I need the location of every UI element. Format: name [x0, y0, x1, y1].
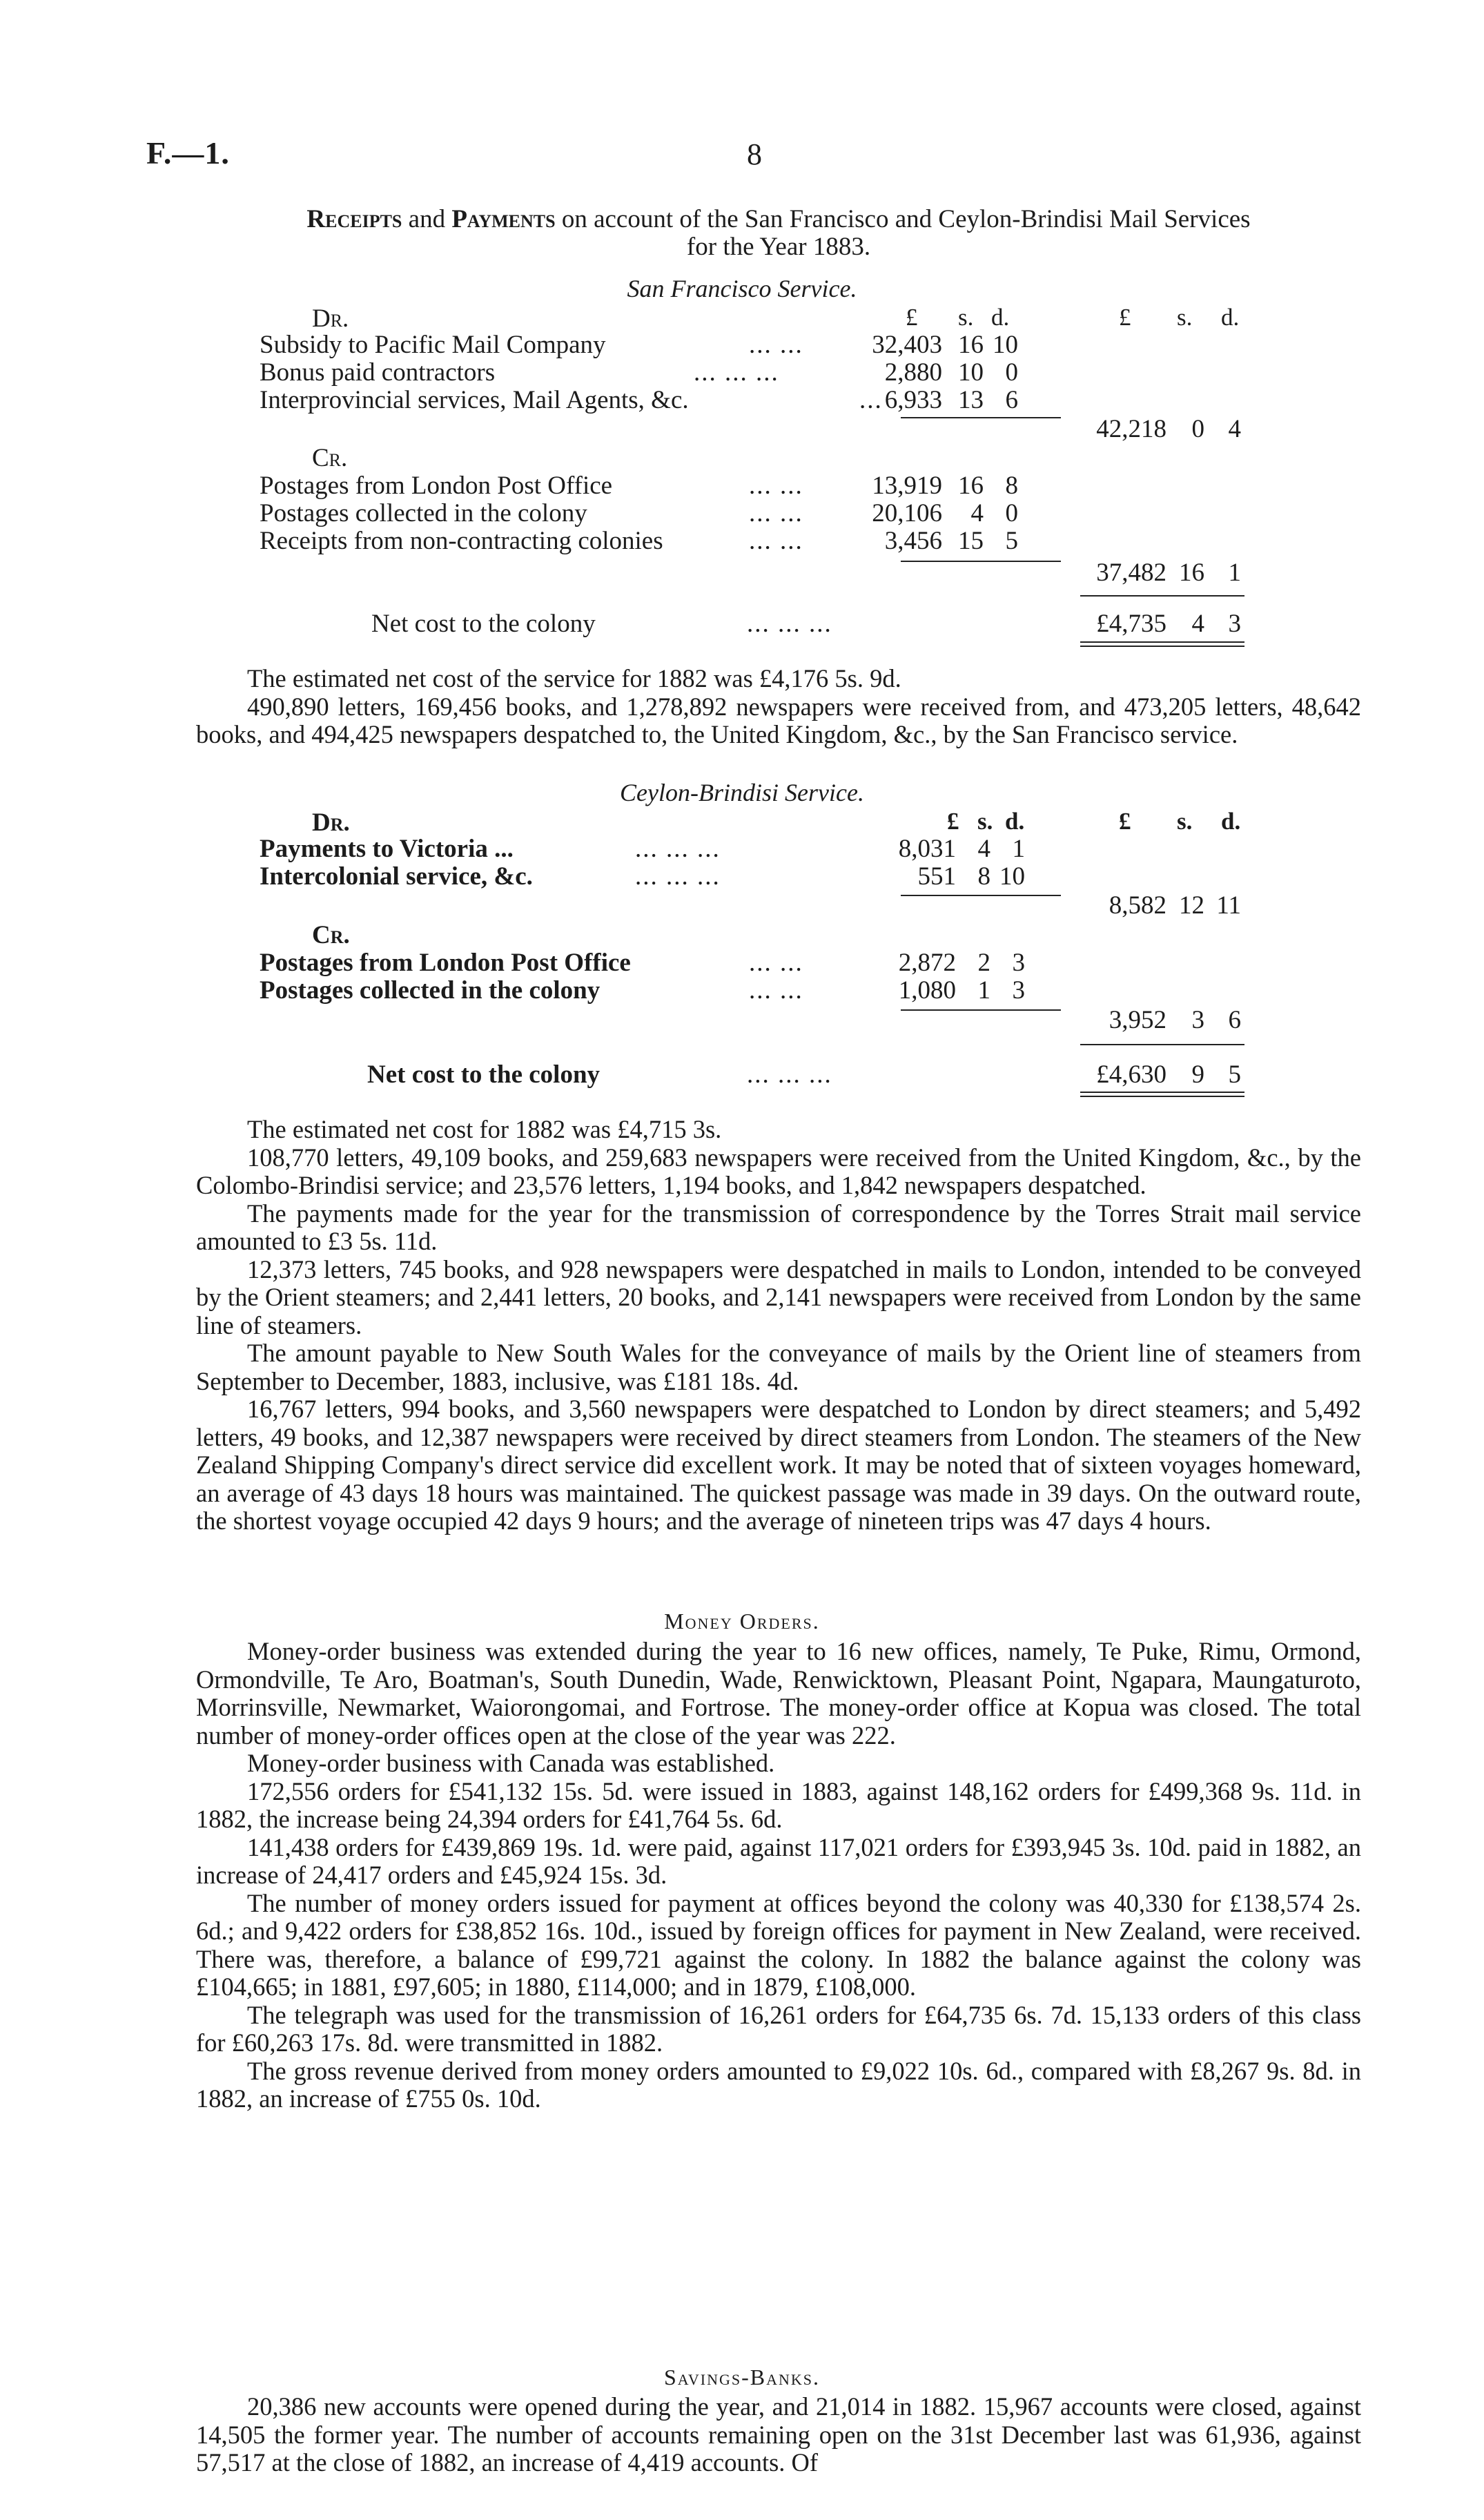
sf-debit-shillings: 10: [958, 358, 984, 387]
sf-net-top-rule: [1080, 595, 1244, 597]
ceylon-debit-shillings: 4: [977, 835, 990, 863]
sf-debit-shillings: 16: [958, 331, 984, 359]
money-orders-paragraph: The telegraph was used for the transmission of 16,261 orders for £64,735 6s. 7d. 15,133 orders of this class for £60,263 17s. 8d. were transmitted in 1882.: [196, 2000, 1361, 2057]
ceylon-credit-subtotal-rule: [901, 1009, 1061, 1011]
sf-credit-pence: 0: [1005, 499, 1018, 527]
sf-credit-label: Postages collected in the colony: [260, 499, 587, 527]
sf-col-pound-2: £: [1119, 304, 1131, 331]
savings-banks-paragraph: 20,386 new accounts were opened during the year, and 21,014 in 1882. 15,967 accounts were closed, against 14,505 the former year. The number of accounts remaining open on the 31st December last was 61,936, against 57,517 at the close of 1882, an increase of 4,419 accounts. Of: [196, 2392, 1361, 2477]
ceylon-col-pence: d.: [1005, 808, 1025, 835]
sf-debit-total-pounds: 42,218: [1096, 415, 1166, 443]
ceylon-note: 16,767 letters, 994 books, and 3,560 newspapers were despatched to London by direct steamers; and 5,492 letters, 49 books, and 12,387 newspapers were received by direct steamers from London. The steamers of the New Zealand Shipping Company's direct service did excellent work. It may be noted that of sixteen voyages homeward, an average of 43 days 18 hours was maintained. The quickest passage was made in 39 days. On the outward route, the shortest voyage occupied 42 days 9 hours; and the average of nineteen trips was 47 days 4 hours.: [196, 1395, 1361, 1535]
sf-credit-pence: 5: [1005, 527, 1018, 555]
sf-credit-shillings: 16: [958, 472, 984, 500]
sf-net-pence: 3: [1228, 610, 1241, 638]
ceylon-note: The amount payable to New South Wales for the conveyance of mails by the Orient line of steamers from September to December, 1883, inclusive, was £181 18s. 4d.: [196, 1339, 1361, 1395]
ceylon-debit-pence: 10: [999, 862, 1025, 891]
ceylon-debit-total-pence: 11: [1216, 891, 1241, 920]
sf-col-pence-2: d.: [1221, 304, 1240, 331]
ceylon-col-pence-2: d.: [1221, 808, 1241, 835]
ceylon-credit-pence: 3: [1012, 949, 1025, 977]
sf-credit-subtotal-rule: [901, 561, 1061, 562]
ceylon-credit-label: Postages collected in the colony: [260, 976, 601, 1005]
sf-debit-subtotal-rule: [901, 417, 1061, 418]
ceylon-credit-shillings: 1: [977, 976, 990, 1005]
sf-credit-shillings: 4: [970, 499, 984, 527]
title-payments: Payments: [451, 205, 556, 233]
ceylon-credit-total-pounds: 3,952: [1109, 1006, 1166, 1034]
sf-credit-total-shillings: 16: [1179, 559, 1204, 587]
sf-credit-dots: ... ...: [749, 472, 803, 500]
ceylon-credit-pence: 3: [1012, 976, 1025, 1005]
sf-credit-label: Receipts from non-contracting colonies: [260, 527, 663, 555]
sf-col-shilling: s.: [958, 304, 974, 331]
ceylon-col-pound-2: £: [1119, 808, 1131, 835]
sf-debit-pence: 6: [1005, 386, 1018, 414]
sf-debit-pounds: 32,403: [872, 331, 942, 359]
sf-credit-pounds: 13,919: [872, 472, 942, 500]
ceylon-notes: [196, 1116, 1361, 1535]
sf-col-shilling-2: s.: [1177, 304, 1193, 331]
ceylon-col-pound: £: [947, 808, 959, 835]
section-reference: F.—1.: [146, 135, 230, 171]
sf-net-pounds: £4,735: [1096, 610, 1166, 638]
ceylon-debit-dots: ... ... ...: [635, 835, 721, 863]
ceylon-credit-total-shillings: 3: [1191, 1006, 1204, 1034]
ceylon-debit-shillings: 8: [977, 862, 990, 891]
ceylon-debit-label: Intercolonial service, &c.: [260, 862, 533, 891]
ceylon-net-top-rule: [1080, 1044, 1244, 1045]
ceylon-net-dots: ... ... ...: [747, 1060, 832, 1089]
ceylon-col-shilling: s.: [977, 808, 993, 835]
title-and: and: [402, 205, 452, 233]
ceylon-debit-dots: ... ... ...: [635, 862, 721, 891]
sf-credit-pounds: 3,456: [884, 527, 942, 555]
money-orders-paragraph: 172,556 orders for £541,132 15s. 5d. were issued in 1883, against 148,162 orders for £499,368 9s. 11d. in 1882, the increase being 24,394 orders for £41,764 5s. 6d.: [196, 1776, 1361, 1833]
sf-note: 490,890 letters, 169,456 books, and 1,278,892 newspapers were received from, and 473,205 letters, 48,642 books, and 494,425 newspapers despatched to, the United Kingdom, &c., by the San Francisco service.: [196, 692, 1361, 748]
sf-credit-dots: ... ...: [749, 499, 803, 527]
ceylon-debit-label: Payments to Victoria ...: [260, 835, 514, 863]
sf-debit-label: Subsidy to Pacific Mail Company: [260, 331, 606, 359]
sf-debit-pence: 10: [993, 331, 1018, 359]
money-orders-paragraph: The number of money orders issued for payment at offices beyond the colony was 40,330 for £138,574 2s. 6d.; and 9,422 orders for £38,852 16s. 10d., issued by foreign offices for payment in New Zealand, were received. There was, therefore, a balance of £99,721 against the colony. In 1882 the balance against the colony was £104,665; in 1881, £97,605; in 1880, £114,000; and in 1879, £108,000.: [196, 1888, 1361, 2001]
sf-net-double-rule: [1080, 641, 1244, 647]
sf-credit-total-pence: 1: [1228, 559, 1241, 587]
money-orders-paragraph: Money-order business with Canada was established.: [247, 1749, 775, 1777]
ceylon-credit-dots: ... ...: [749, 976, 803, 1005]
ceylon-dr-label: Dr.: [312, 808, 350, 837]
sf-debit-label: Interprovincial services, Mail Agents, &c.: [260, 386, 689, 414]
sf-net-shillings: 4: [1191, 610, 1204, 638]
sf-heading: San Francisco Service.: [627, 275, 857, 302]
ceylon-credit-shillings: 2: [977, 949, 990, 977]
ceylon-net-pounds: £4,630: [1096, 1060, 1166, 1089]
sf-debit-label: Bonus paid contractors: [260, 358, 496, 387]
ceylon-credit-total-pence: 6: [1228, 1006, 1241, 1034]
sf-net-label: Net cost to the colony: [371, 610, 596, 638]
document-title: [196, 206, 1361, 261]
savings-banks-heading: Savings-Banks.: [664, 2365, 820, 2390]
sf-dr-label: Dr.: [312, 304, 349, 333]
sf-debit-dots: ... ...: [749, 331, 803, 359]
sf-debit-pounds: 2,880: [884, 358, 942, 387]
ceylon-credit-pounds: 1,080: [898, 976, 956, 1005]
ceylon-debit-total-shillings: 12: [1179, 891, 1204, 920]
sf-debit-dots: ... ... ...: [694, 358, 779, 387]
ceylon-credit-dots: ... ...: [749, 949, 803, 977]
sf-debit-total-shillings: 0: [1191, 415, 1204, 443]
ceylon-net-pence: 5: [1228, 1060, 1241, 1089]
sf-credit-total-pounds: 37,482: [1096, 559, 1166, 587]
sf-credit-pounds: 20,106: [872, 499, 942, 527]
sf-cr-label: Cr.: [312, 444, 348, 472]
money-orders-paragraph: 141,438 orders for £439,869 19s. 1d. were paid, against 117,021 orders for £393,945 3s. 10d. paid in 1882, an increase of 24,417 orders and £45,924 15s. 3d.: [196, 1832, 1361, 1889]
ceylon-note: 12,373 letters, 745 books, and 928 newspapers were despatched in mails to London, intended to be conveyed by the Orient steamers; and 2,441 letters, 20 books, and 2,141 newspapers were received from London by the same line of steamers.: [196, 1254, 1361, 1339]
ceylon-heading: Ceylon-Brindisi Service.: [620, 779, 864, 806]
sf-debit-dots: ...: [859, 386, 883, 414]
ceylon-cr-label: Cr.: [312, 921, 350, 949]
sf-debit-shillings: 13: [958, 386, 984, 414]
ceylon-net-shillings: 9: [1191, 1060, 1204, 1089]
sf-debit-total-pence: 4: [1228, 415, 1241, 443]
sf-credit-label: Postages from London Post Office: [260, 472, 613, 500]
money-orders-paragraph: The gross revenue derived from money orders amounted to £9,022 10s. 6d., compared with £8,267 9s. 8d. in 1882, an increase of £755 0s. 10d.: [196, 2056, 1361, 2113]
ceylon-note: The estimated net cost for 1882 was £4,715 3s.: [247, 1115, 722, 1143]
sf-notes: [196, 665, 1361, 749]
savings-banks-text: [196, 2393, 1361, 2477]
ceylon-debit-pence: 1: [1012, 835, 1025, 863]
title-rest: on account of the San Francisco and Ceylon-Brindisi Mail Services: [555, 205, 1251, 233]
sf-debit-pounds: 6,933: [884, 386, 942, 414]
ceylon-note: 108,770 letters, 49,109 books, and 259,683 newspapers were received from the United Kingdom, &c., by the Colombo-Brindisi service; and 23,576 letters, 1,194 books, and 1,842 newspapers despatched.: [196, 1143, 1361, 1199]
ceylon-net-double-rule: [1080, 1092, 1244, 1097]
money-orders-heading: Money Orders.: [664, 1609, 820, 1634]
ceylon-note: The payments made for the year for the transmission of correspondence by the Torres Strait mail service amounted to £3 5s. 11d.: [196, 1199, 1361, 1255]
sf-col-pound: £: [906, 304, 918, 331]
sf-credit-shillings: 15: [958, 527, 984, 555]
ceylon-credit-label: Postages from London Post Office: [260, 949, 631, 977]
title-year: for the Year 1883.: [686, 233, 871, 261]
ceylon-debit-total-pounds: 8,582: [1109, 891, 1166, 920]
ceylon-debit-pounds: 8,031: [898, 835, 956, 863]
sf-net-dots: ... ... ...: [747, 610, 832, 638]
ceylon-credit-pounds: 2,872: [898, 949, 956, 977]
money-orders-paragraph: Money-order business was extended during the year to 16 new offices, namely, Te Puke, Rimu, Ormond, Ormondville, Te Aro, Boatman's, South Dunedin, Wade, Renwicktown, Pleasant Point, Ngapara, Maungaturoto, Morrinsville, Newmarket, Waiorongomai, and Fortrose. The money-order office at Kopua was closed. The total number of money-order offices open at the close of the year was 222.: [196, 1637, 1361, 1750]
ceylon-debit-subtotal-rule: [901, 895, 1061, 896]
ceylon-net-label: Net cost to the colony: [367, 1060, 601, 1089]
sf-credit-dots: ... ...: [749, 527, 803, 555]
title-receipts: Receipts: [306, 205, 402, 233]
sf-credit-pence: 8: [1005, 472, 1018, 500]
money-orders-text: [196, 1638, 1361, 2113]
sf-debit-pence: 0: [1005, 358, 1018, 387]
ceylon-col-shilling-2: s.: [1177, 808, 1193, 835]
page-number: 8: [747, 137, 762, 171]
sf-note: The estimated net cost of the service for 1882 was £4,176 5s. 9d.: [247, 664, 901, 692]
ceylon-debit-pounds: 551: [917, 862, 956, 891]
sf-col-pence: d.: [991, 304, 1010, 331]
